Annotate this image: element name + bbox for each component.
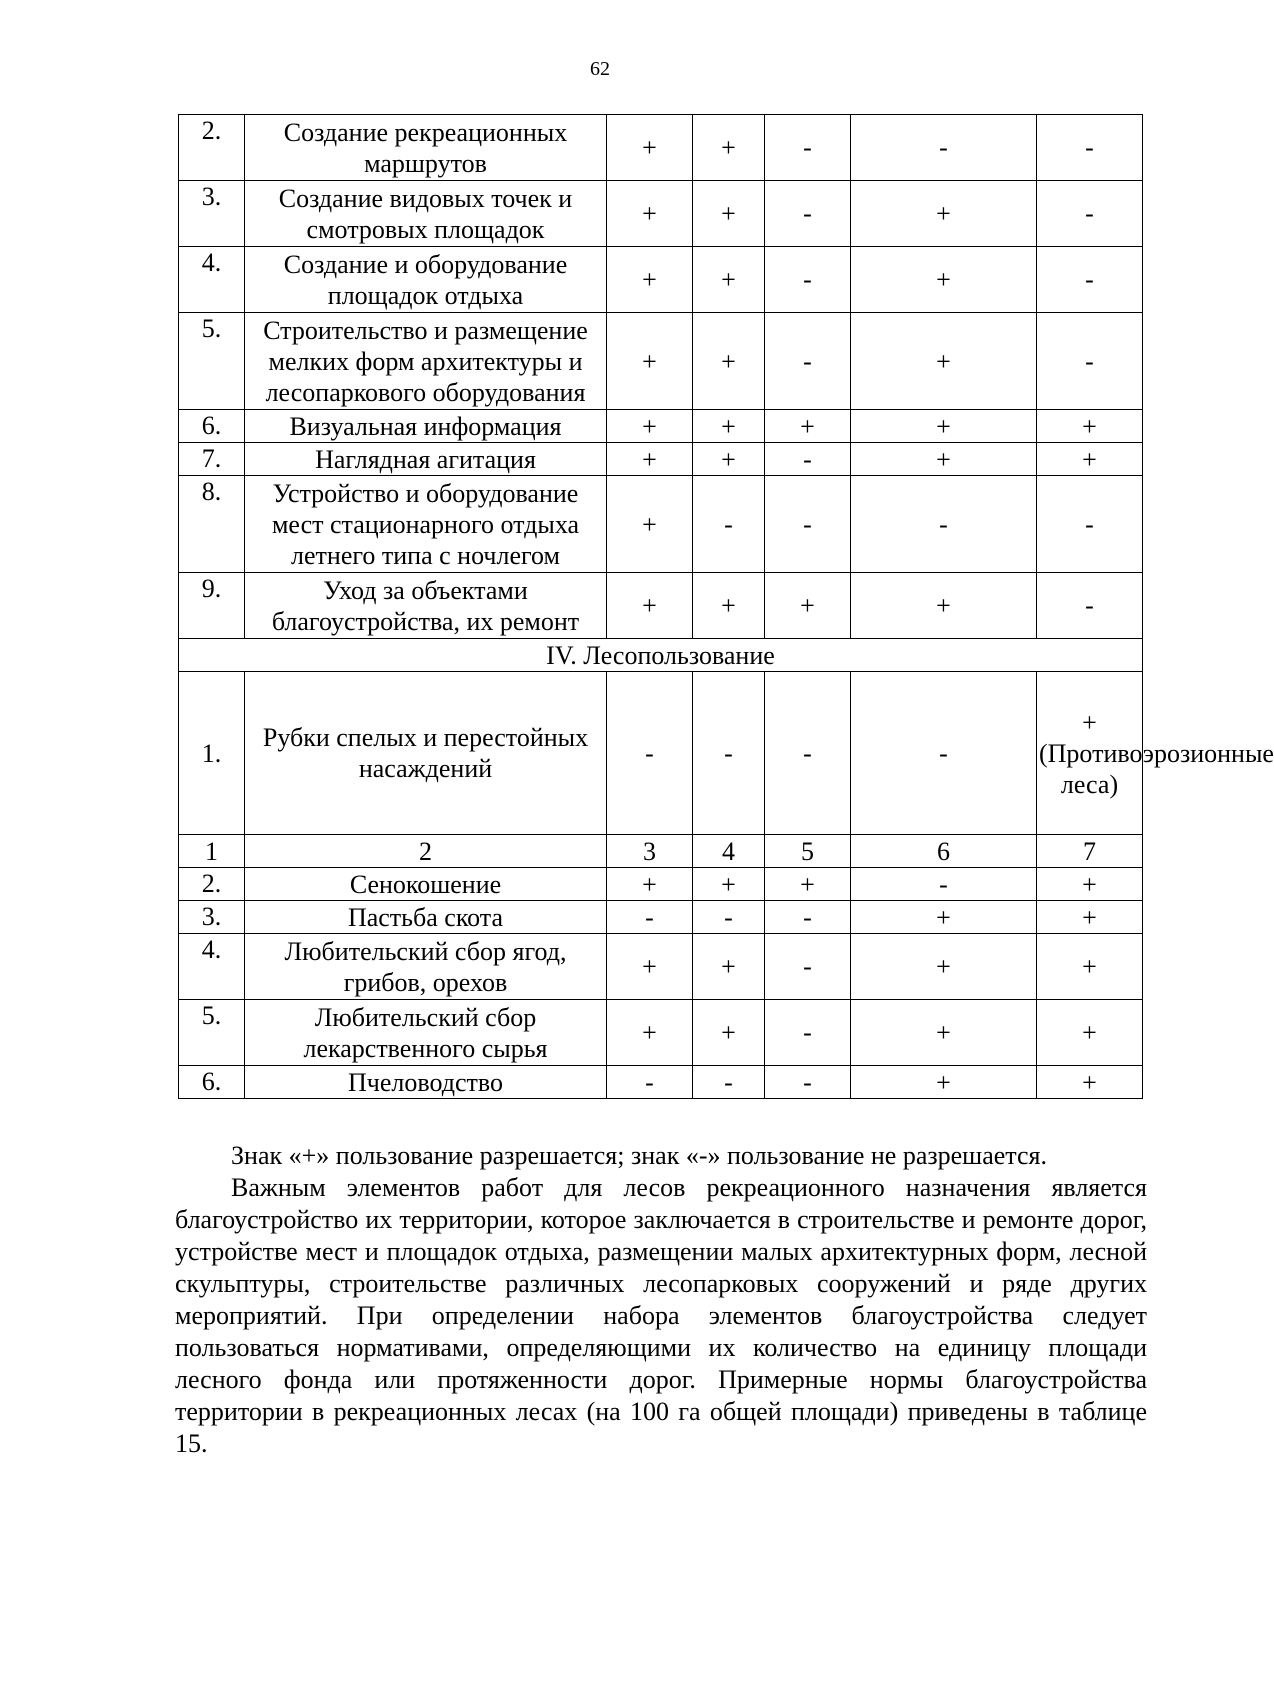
usage-cell: + [607, 868, 693, 901]
activity-name: Пастьба скота [245, 901, 607, 934]
usage-cell: - [693, 476, 765, 573]
activity-name: Любительский сбор лекарственного сырья [245, 1000, 607, 1066]
usage-cell: - [765, 1066, 851, 1099]
usage-cell: - [765, 115, 851, 181]
row-number: 5. [179, 313, 245, 410]
usage-cell: - [693, 901, 765, 934]
activity-name: Рубки спелых и перестойных насаждений [245, 672, 607, 835]
row-number: 4. [179, 934, 245, 1000]
table-row [179, 313, 1143, 410]
row-number: 9. [179, 573, 245, 639]
usage-cell: 5 [765, 835, 851, 868]
activity-name: Визуальная информация [245, 410, 607, 443]
usage-cell: + [607, 573, 693, 639]
section-title: IV. Лесопользование [179, 639, 1143, 672]
page-number: 62 [590, 58, 610, 80]
table-row [179, 901, 1143, 934]
row-number: 7. [179, 443, 245, 476]
usage-cell: - [607, 1066, 693, 1099]
usage-cell: + [765, 868, 851, 901]
table-row [179, 835, 1143, 868]
usage-cell: + [851, 934, 1037, 1000]
activity-name: Сенокошение [245, 868, 607, 901]
usage-cell: + [851, 410, 1037, 443]
usage-cell: + [1037, 1066, 1143, 1099]
usage-cell: - [693, 1066, 765, 1099]
usage-cell: - [1037, 573, 1143, 639]
row-number: 1 [179, 835, 245, 868]
row-number: 4. [179, 247, 245, 313]
usage-cell: +(Противоэрозионные леса) [1037, 672, 1143, 835]
table-row [179, 443, 1143, 476]
table-row [179, 410, 1143, 443]
table-row [179, 1066, 1143, 1099]
usage-cell: + [1037, 410, 1143, 443]
usage-cell: + [851, 313, 1037, 410]
table-row [179, 573, 1143, 639]
row-number: 8. [179, 476, 245, 573]
table-row [179, 247, 1143, 313]
usage-cell: + [693, 313, 765, 410]
row-number: 3. [179, 901, 245, 934]
usage-cell: + [851, 247, 1037, 313]
usage-cell: + [693, 1000, 765, 1066]
usage-cell: - [1037, 247, 1143, 313]
section-row [179, 639, 1143, 672]
row-number: 2. [179, 868, 245, 901]
usage-cell: + [693, 868, 765, 901]
usage-cell: + [607, 181, 693, 247]
usage-cell: 7 [1037, 835, 1143, 868]
activity-name: Устройство и оборудование мест стационарного отдыха летнего типа с ночлегом [245, 476, 607, 573]
usage-cell: + [693, 443, 765, 476]
table-row [179, 1000, 1143, 1066]
forest-use-table [178, 114, 1274, 1099]
usage-cell: 3 [607, 835, 693, 868]
row-number: 2. [179, 115, 245, 181]
usage-cell: - [851, 672, 1037, 835]
usage-cell: + [851, 181, 1037, 247]
row-number: 6. [179, 1066, 245, 1099]
activity-name: Любительский сбор ягод, грибов, орехов [245, 934, 607, 1000]
usage-cell: - [765, 1000, 851, 1066]
usage-cell: + [607, 115, 693, 181]
activity-name: Наглядная агитация [245, 443, 607, 476]
activity-name: Создание рекреационных маршрутов [245, 115, 607, 181]
usage-cell: - [765, 313, 851, 410]
usage-cell: - [765, 901, 851, 934]
row-number: 1. [179, 672, 245, 835]
usage-cell: 6 [851, 835, 1037, 868]
usage-cell: + [1037, 1000, 1143, 1066]
usage-cell: + [607, 934, 693, 1000]
usage-cell: - [1037, 313, 1143, 410]
usage-cell: - [765, 443, 851, 476]
usage-cell: - [1037, 115, 1143, 181]
usage-cell: - [607, 672, 693, 835]
usage-cell: - [851, 868, 1037, 901]
usage-cell: - [693, 672, 765, 835]
activity-name: 2 [245, 835, 607, 868]
legend-note: Знак «+» пользование разрешается; знак «-» пользование не разрешается. [231, 1141, 1047, 1170]
usage-cell: + [607, 476, 693, 573]
usage-cell: - [1037, 181, 1143, 247]
usage-cell: - [765, 181, 851, 247]
usage-cell: + [607, 410, 693, 443]
usage-cell: - [765, 247, 851, 313]
table-row [179, 672, 1143, 835]
usage-cell: + [765, 410, 851, 443]
usage-cell: - [851, 476, 1037, 573]
usage-cell: 4 [693, 835, 765, 868]
usage-cell: + [693, 934, 765, 1000]
table-row [179, 868, 1143, 901]
usage-cell: - [851, 115, 1037, 181]
activity-name: Строительство и размещение мелких форм архитектуры и лесопаркового оборудования [245, 313, 607, 410]
table-row [179, 476, 1143, 573]
row-number: 6. [179, 410, 245, 443]
usage-cell: - [1037, 476, 1143, 573]
usage-cell: + [851, 1000, 1037, 1066]
usage-cell: + [607, 247, 693, 313]
usage-cell: + [693, 573, 765, 639]
text-block [175, 1140, 1147, 1460]
usage-cell: + [607, 313, 693, 410]
table-row [179, 115, 1143, 181]
usage-cell: + [1037, 901, 1143, 934]
usage-cell: + [1037, 868, 1143, 901]
usage-cell: + [693, 410, 765, 443]
activity-name: Создание и оборудование площадок отдыха [245, 247, 607, 313]
usage-cell: - [607, 901, 693, 934]
usage-cell: - [765, 672, 851, 835]
usage-cell: + [693, 115, 765, 181]
usage-cell: + [607, 443, 693, 476]
usage-cell: - [765, 934, 851, 1000]
table-row [179, 181, 1143, 247]
usage-cell: + [693, 181, 765, 247]
usage-cell: - [765, 476, 851, 573]
usage-cell: + [1037, 443, 1143, 476]
table-row [179, 934, 1143, 1000]
usage-cell: + [851, 443, 1037, 476]
usage-cell: + [1037, 934, 1143, 1000]
usage-cell: + [851, 1066, 1037, 1099]
usage-cell: + [607, 1000, 693, 1066]
usage-cell: + [765, 573, 851, 639]
body-paragraph: Важным элементов работ для лесов рекреационного назначения является благоустройство их территории, которое заключается в строительстве и ремонте дорог, устройстве мест и площадок отдыха, размещении малых архитектурных форм, лесной скульптуры, строительстве различных лесопарковых сооружений и ряде других мероприятий. При определении набора элементов благоустройства следует пользоваться нормативами, определяющими их количество на единицу площади лесного фонда или протяженности дорог. Примерные нормы благоустройства территории в рекреационных лесах (на 100 га общей площади) приведены в таблице 15. [175, 1173, 1147, 1458]
row-number: 5. [179, 1000, 245, 1066]
usage-cell: + [693, 247, 765, 313]
activity-name: Создание видовых точек и смотровых площадок [245, 181, 607, 247]
activity-name: Пчеловодство [245, 1066, 607, 1099]
activity-name: Уход за объектами благоустройства, их ремонт [245, 573, 607, 639]
usage-cell: + [851, 573, 1037, 639]
usage-cell: + [851, 901, 1037, 934]
row-number: 3. [179, 181, 245, 247]
